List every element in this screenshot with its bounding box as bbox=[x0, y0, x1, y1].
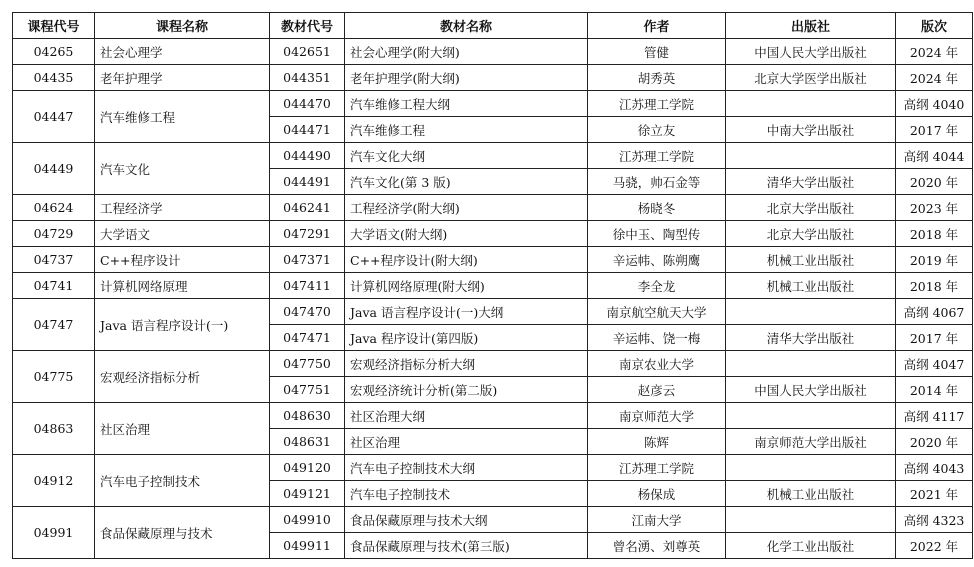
author-cell: 辛运帏、饶一梅 bbox=[588, 325, 726, 351]
book-title-cell: 社会心理学(附大纲) bbox=[345, 39, 588, 65]
course-code-cell: 04912 bbox=[13, 455, 95, 507]
table-row bbox=[13, 403, 973, 429]
course-code-cell: 04775 bbox=[13, 351, 95, 403]
book-code-cell: 049911 bbox=[270, 533, 345, 559]
edition-cell: 2020 年 bbox=[896, 169, 973, 195]
table-row bbox=[13, 91, 973, 117]
author-cell: 徐立友 bbox=[588, 117, 726, 143]
table-row bbox=[13, 247, 973, 273]
edition-cell: 2014 年 bbox=[896, 377, 973, 403]
book-title-cell: 汽车维修工程 bbox=[345, 117, 588, 143]
publisher-cell: 北京大学出版社 bbox=[726, 195, 896, 221]
header-author: 作者 bbox=[588, 13, 726, 39]
course-name-cell: 工程经济学 bbox=[95, 195, 270, 221]
book-code-cell: 047291 bbox=[270, 221, 345, 247]
author-cell: 徐中玉、陶型传 bbox=[588, 221, 726, 247]
course-code-cell: 04741 bbox=[13, 273, 95, 299]
book-title-cell: 汽车电子控制技术 bbox=[345, 481, 588, 507]
book-title-cell: 社区治理 bbox=[345, 429, 588, 455]
publisher-cell bbox=[726, 403, 896, 429]
publisher-cell: 清华大学出版社 bbox=[726, 169, 896, 195]
edition-cell: 高纲 4067 bbox=[896, 299, 973, 325]
edition-cell: 高纲 4040 bbox=[896, 91, 973, 117]
author-cell: 杨保成 bbox=[588, 481, 726, 507]
course-name-cell: 食品保藏原理与技术 bbox=[95, 507, 270, 559]
publisher-cell: 清华大学出版社 bbox=[726, 325, 896, 351]
publisher-cell: 南京师范大学出版社 bbox=[726, 429, 896, 455]
author-cell: 胡秀英 bbox=[588, 65, 726, 91]
book-title-cell: 老年护理学(附大纲) bbox=[345, 65, 588, 91]
table-body bbox=[13, 39, 973, 559]
table-row bbox=[13, 195, 973, 221]
author-cell: 南京师范大学 bbox=[588, 403, 726, 429]
author-cell: 陈辉 bbox=[588, 429, 726, 455]
author-cell: 杨晓冬 bbox=[588, 195, 726, 221]
edition-cell: 2017 年 bbox=[896, 325, 973, 351]
course-name-cell: C++程序设计 bbox=[95, 247, 270, 273]
book-title-cell: Java 语言程序设计(一)大纲 bbox=[345, 299, 588, 325]
book-title-cell: 宏观经济统计分析(第二版) bbox=[345, 377, 588, 403]
book-code-cell: 047750 bbox=[270, 351, 345, 377]
header-publisher: 出版社 bbox=[726, 13, 896, 39]
edition-cell: 2023 年 bbox=[896, 195, 973, 221]
author-cell: 李全龙 bbox=[588, 273, 726, 299]
header-course-code: 课程代号 bbox=[13, 13, 95, 39]
course-name-cell: 计算机网络原理 bbox=[95, 273, 270, 299]
book-title-cell: 大学语文(附大纲) bbox=[345, 221, 588, 247]
edition-cell: 2022 年 bbox=[896, 533, 973, 559]
author-cell: 江苏理工学院 bbox=[588, 91, 726, 117]
author-cell: 南京航空航天大学 bbox=[588, 299, 726, 325]
author-cell: 南京农业大学 bbox=[588, 351, 726, 377]
course-name-cell: 汽车维修工程 bbox=[95, 91, 270, 143]
author-cell: 赵彦云 bbox=[588, 377, 726, 403]
header-edition: 版次 bbox=[896, 13, 973, 39]
book-title-cell: 汽车文化(第 3 版) bbox=[345, 169, 588, 195]
course-name-cell: 汽车电子控制技术 bbox=[95, 455, 270, 507]
edition-cell: 高纲 4043 bbox=[896, 455, 973, 481]
book-code-cell: 044491 bbox=[270, 169, 345, 195]
book-title-cell: 社区治理大纲 bbox=[345, 403, 588, 429]
edition-cell: 2018 年 bbox=[896, 273, 973, 299]
textbook-table bbox=[12, 12, 973, 559]
book-title-cell: 食品保藏原理与技术(第三版) bbox=[345, 533, 588, 559]
book-code-cell: 047470 bbox=[270, 299, 345, 325]
table-row bbox=[13, 351, 973, 377]
book-code-cell: 042651 bbox=[270, 39, 345, 65]
book-code-cell: 048631 bbox=[270, 429, 345, 455]
course-name-cell: Java 语言程序设计(一) bbox=[95, 299, 270, 351]
book-code-cell: 047471 bbox=[270, 325, 345, 351]
course-code-cell: 04435 bbox=[13, 65, 95, 91]
book-title-cell: 汽车维修工程大纲 bbox=[345, 91, 588, 117]
table-row bbox=[13, 507, 973, 533]
course-name-cell: 老年护理学 bbox=[95, 65, 270, 91]
header-row bbox=[13, 13, 973, 39]
course-name-cell: 社区治理 bbox=[95, 403, 270, 455]
book-code-cell: 048630 bbox=[270, 403, 345, 429]
author-cell: 管健 bbox=[588, 39, 726, 65]
header-course-name: 课程名称 bbox=[95, 13, 270, 39]
edition-cell: 2024 年 bbox=[896, 39, 973, 65]
table-row bbox=[13, 65, 973, 91]
course-name-cell: 大学语文 bbox=[95, 221, 270, 247]
author-cell: 辛运帏、陈朔鹰 bbox=[588, 247, 726, 273]
course-code-cell: 04447 bbox=[13, 91, 95, 143]
course-code-cell: 04737 bbox=[13, 247, 95, 273]
edition-cell: 2020 年 bbox=[896, 429, 973, 455]
book-code-cell: 044351 bbox=[270, 65, 345, 91]
course-name-cell: 宏观经济指标分析 bbox=[95, 351, 270, 403]
publisher-cell bbox=[726, 143, 896, 169]
book-title-cell: C++程序设计(附大纲) bbox=[345, 247, 588, 273]
book-code-cell: 047411 bbox=[270, 273, 345, 299]
publisher-cell: 中南大学出版社 bbox=[726, 117, 896, 143]
publisher-cell bbox=[726, 507, 896, 533]
edition-cell: 高纲 4044 bbox=[896, 143, 973, 169]
author-cell: 江南大学 bbox=[588, 507, 726, 533]
edition-cell: 2019 年 bbox=[896, 247, 973, 273]
publisher-cell: 化学工业出版社 bbox=[726, 533, 896, 559]
publisher-cell: 中国人民大学出版社 bbox=[726, 39, 896, 65]
edition-cell: 2018 年 bbox=[896, 221, 973, 247]
course-name-cell: 汽车文化 bbox=[95, 143, 270, 195]
book-title-cell: 宏观经济指标分析大纲 bbox=[345, 351, 588, 377]
book-title-cell: 计算机网络原理(附大纲) bbox=[345, 273, 588, 299]
book-title-cell: 汽车文化大纲 bbox=[345, 143, 588, 169]
book-title-cell: Java 程序设计(第四版) bbox=[345, 325, 588, 351]
book-code-cell: 044470 bbox=[270, 91, 345, 117]
table-row bbox=[13, 39, 973, 65]
course-code-cell: 04747 bbox=[13, 299, 95, 351]
table-row bbox=[13, 273, 973, 299]
header-book-title: 教材名称 bbox=[345, 13, 588, 39]
author-cell: 江苏理工学院 bbox=[588, 455, 726, 481]
publisher-cell bbox=[726, 455, 896, 481]
table-row bbox=[13, 143, 973, 169]
publisher-cell: 机械工业出版社 bbox=[726, 481, 896, 507]
edition-cell: 2021 年 bbox=[896, 481, 973, 507]
book-code-cell: 049120 bbox=[270, 455, 345, 481]
table-row bbox=[13, 299, 973, 325]
course-code-cell: 04991 bbox=[13, 507, 95, 559]
book-code-cell: 047751 bbox=[270, 377, 345, 403]
author-cell: 曾名湧、刘尊英 bbox=[588, 533, 726, 559]
book-title-cell: 食品保藏原理与技术大纲 bbox=[345, 507, 588, 533]
course-code-cell: 04729 bbox=[13, 221, 95, 247]
author-cell: 江苏理工学院 bbox=[588, 143, 726, 169]
edition-cell: 高纲 4323 bbox=[896, 507, 973, 533]
publisher-cell bbox=[726, 91, 896, 117]
table-row bbox=[13, 221, 973, 247]
publisher-cell: 中国人民大学出版社 bbox=[726, 377, 896, 403]
publisher-cell: 机械工业出版社 bbox=[726, 273, 896, 299]
edition-cell: 2017 年 bbox=[896, 117, 973, 143]
publisher-cell: 北京大学医学出版社 bbox=[726, 65, 896, 91]
book-code-cell: 049910 bbox=[270, 507, 345, 533]
book-code-cell: 046241 bbox=[270, 195, 345, 221]
book-code-cell: 049121 bbox=[270, 481, 345, 507]
course-code-cell: 04624 bbox=[13, 195, 95, 221]
edition-cell: 高纲 4117 bbox=[896, 403, 973, 429]
publisher-cell: 机械工业出版社 bbox=[726, 247, 896, 273]
course-name-cell: 社会心理学 bbox=[95, 39, 270, 65]
author-cell: 马骁，帅石金等 bbox=[588, 169, 726, 195]
course-code-cell: 04863 bbox=[13, 403, 95, 455]
edition-cell: 高纲 4047 bbox=[896, 351, 973, 377]
book-code-cell: 044490 bbox=[270, 143, 345, 169]
book-title-cell: 工程经济学(附大纲) bbox=[345, 195, 588, 221]
book-title-cell: 汽车电子控制技术大纲 bbox=[345, 455, 588, 481]
publisher-cell bbox=[726, 351, 896, 377]
course-code-cell: 04265 bbox=[13, 39, 95, 65]
table-row bbox=[13, 455, 973, 481]
course-code-cell: 04449 bbox=[13, 143, 95, 195]
book-code-cell: 047371 bbox=[270, 247, 345, 273]
publisher-cell: 北京大学出版社 bbox=[726, 221, 896, 247]
header-book-code: 教材代号 bbox=[270, 13, 345, 39]
book-code-cell: 044471 bbox=[270, 117, 345, 143]
edition-cell: 2024 年 bbox=[896, 65, 973, 91]
publisher-cell bbox=[726, 299, 896, 325]
